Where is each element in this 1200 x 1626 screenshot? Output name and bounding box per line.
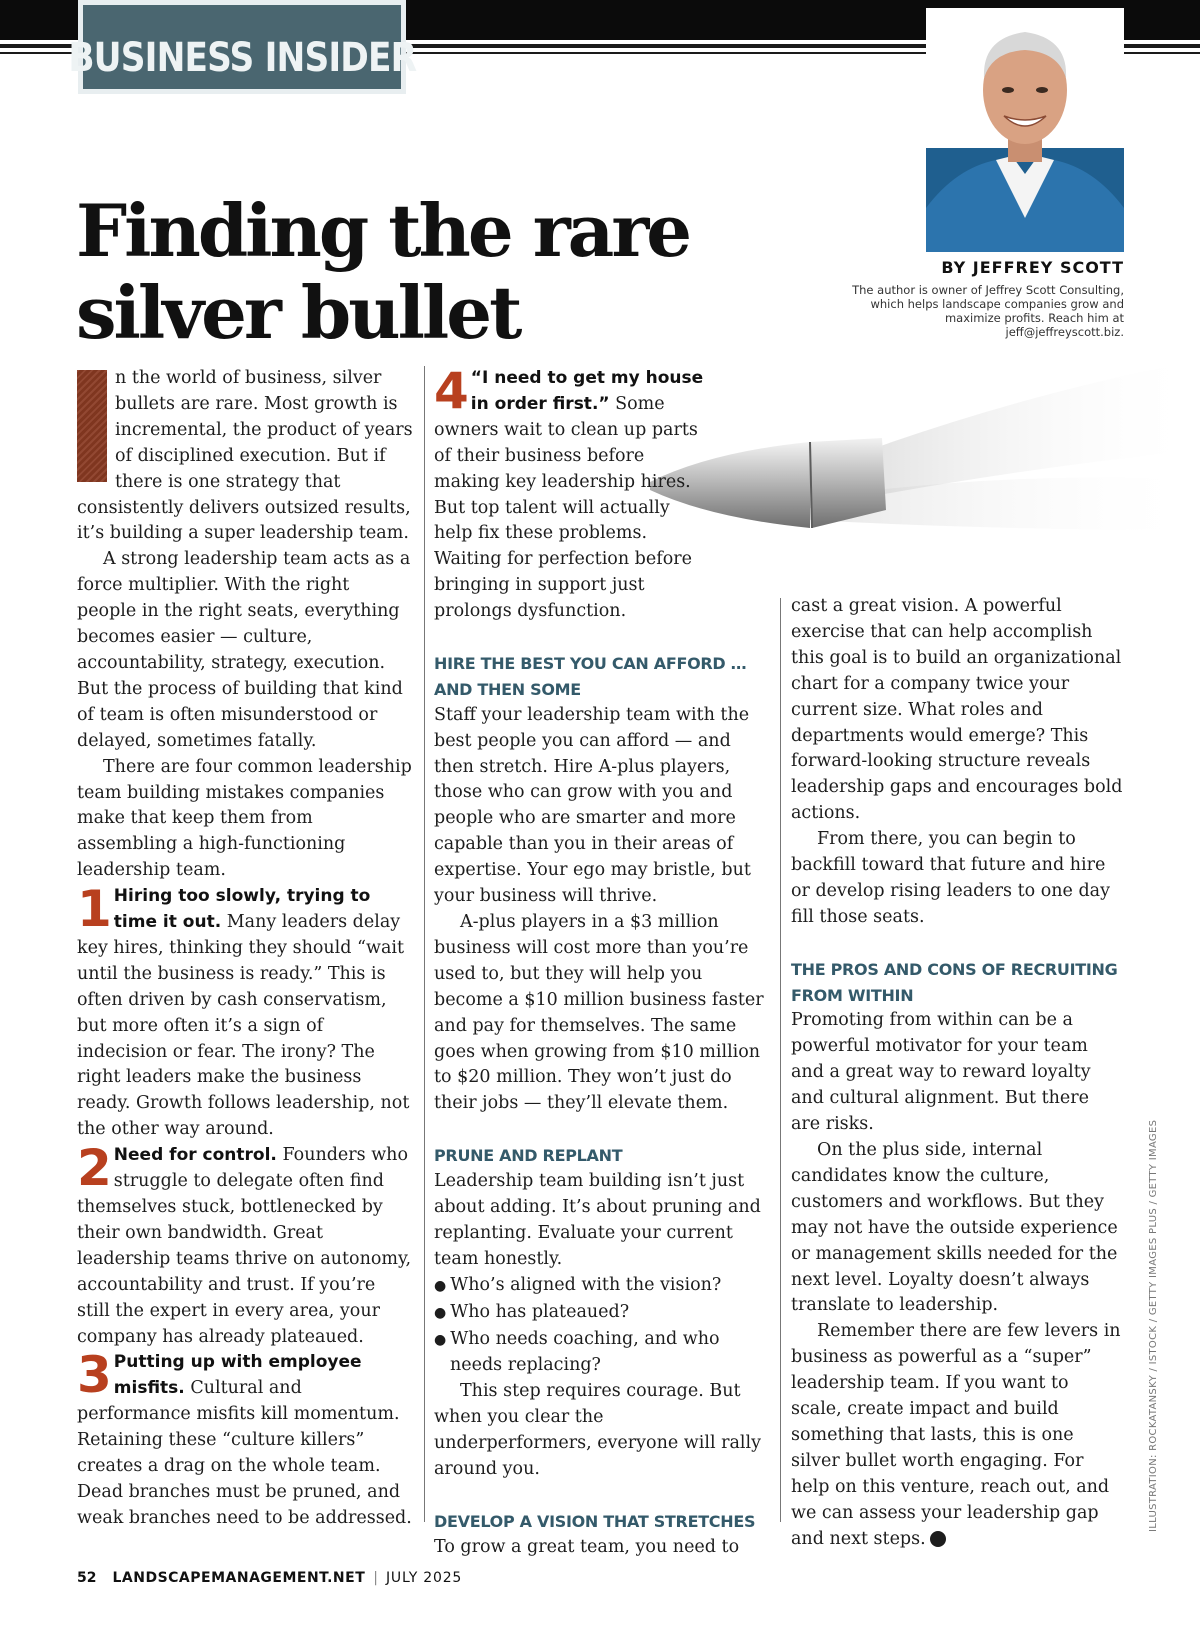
mistake-number: 4 bbox=[434, 362, 467, 420]
headline: Finding the rare silver bullet bbox=[76, 188, 690, 355]
mistake-lead: Hiring too slowly, trying to time it out. bbox=[113, 886, 371, 933]
illustration-credit: ILLUSTRATION: ROCKATANSKY / ISTOCK / GETTY IMAGES PLUS / GETTY IMAGES bbox=[1148, 1119, 1159, 1532]
section-flag bbox=[68, 0, 416, 94]
header-rule bbox=[406, 52, 926, 54]
body-paragraph: Staff your leadership team with the best people you can afford — and then stretch. Hire A-plus players, those who can grow with you and people who are smarter and more capable than you in their areas of expertise. Your ego may bristle, but your business will thrive. bbox=[434, 704, 751, 907]
issue-date: JULY 2025 bbox=[385, 1570, 463, 1586]
mistake-item: 4 “I need to get my house in order first.” Some owners wait to clean up parts of their business before making key leadership hires. But top talent will actually help fix these problems. Waiting for perfection before bringing in support just prolongs dysfunction. bbox=[434, 362, 704, 622]
body-paragraph: A-plus players in a $3 million business will cost more than you’re used to, but they will help you become a $10 million business faster and pay for themselves. The same goes when growing from $10 million to $20 million. They won’t just do their jobs — they’ll elevate them. bbox=[434, 912, 764, 1114]
mistake-lead: “I need to get my house in order first.” bbox=[470, 368, 704, 414]
author-portrait bbox=[926, 8, 1124, 252]
footer-separator: | bbox=[373, 1570, 378, 1586]
author-bio: The author is owner of Jeffrey Scott Consulting, which helps landscape companies grow and maximize profits. Reach him at jeff@jeffreyscott.biz. bbox=[852, 283, 1124, 339]
checklist-item: ● Who needs coaching, and who needs replacing? bbox=[434, 1327, 764, 1380]
mistake-lead: Putting up with employee misfits. bbox=[113, 1352, 362, 1399]
body-paragraph: This step requires courage. But when you clear the underperformers, everyone will rally around you. bbox=[434, 1381, 761, 1480]
page-footer bbox=[77, 1570, 462, 1586]
section-heading: THE PROS AND CONS OF RECRUITING FROM WITHIN bbox=[791, 959, 1118, 1005]
end-mark-icon: LM bbox=[930, 1531, 946, 1547]
checklist-item: ● Who’s aligned with the vision? bbox=[434, 1273, 764, 1300]
checklist bbox=[434, 1273, 764, 1380]
mistake-item: 1 Hiring too slowly, trying to time it out. Many leaders delay key hires, thinking they should “wait until the business is ready.” This is often driven by cash conservatism, but more often it’s a sign of indecision or fear. The irony? The right leaders make the business ready. Growth follows leadership, not the other way around. bbox=[77, 880, 410, 1140]
checklist-item: ● Who has plateaued? bbox=[434, 1300, 764, 1327]
header-rule bbox=[1124, 52, 1200, 54]
column-2 bbox=[434, 362, 764, 1561]
body-paragraph: Remember there are few levers in business as powerful as a “super” leadership team. If you want to scale, create impact and build something that lasts, this is one silver bullet worth engaging. For help on this venture, reach out, and we can assess your leadership gap and next steps. LM bbox=[791, 1321, 1121, 1549]
body-paragraph: To grow a great team, you need to bbox=[434, 1536, 740, 1557]
section-title: BUSINESS INSIDER bbox=[68, 35, 416, 81]
mistake-item: 2 Need for control. Founders who struggle to delegate often find themselves stuck, bottlenecked by their own bandwidth. Great leadership teams thrive on autonomy, accountability and trust. If you’re still the expert in every area, your company has already plateaued. bbox=[77, 1139, 412, 1347]
column-3 bbox=[791, 594, 1123, 1553]
site-name: LANDSCAPEMANAGEMENT.NET bbox=[112, 1570, 366, 1586]
body-paragraph: There are four common leadership team building mistakes companies make that keep them from assembling a high-functioning leadership team. bbox=[77, 756, 412, 881]
page-number: 52 bbox=[77, 1570, 97, 1586]
author-byline: BY JEFFREY SCOTT bbox=[941, 258, 1124, 277]
section-heading: DEVELOP A VISION THAT STRETCHES bbox=[434, 1511, 756, 1531]
section-heading: PRUNE AND REPLANT bbox=[434, 1146, 623, 1166]
mistake-number: 1 bbox=[77, 880, 110, 939]
mistake-number: 2 bbox=[77, 1139, 110, 1198]
body-paragraph-continued: cast a great vision. A powerful exercise that can help accomplish this goal is to build an organizational chart for a company twice your current size. What roles and departments would emerge? This forward-looking structure reveals leadership gaps and encourages bold actions. bbox=[791, 596, 1123, 824]
body-paragraph: Promoting from within can be a powerful motivator for your team and a great way to reward loyalty and cultural alignment. But there are risks. bbox=[791, 1010, 1091, 1135]
mistake-number: 3 bbox=[77, 1346, 110, 1405]
body-paragraph: A strong leadership team acts as a force multiplier. With the right people in the right seats, everything becomes easier — culture, accountability, strategy, execution. But the process of building that kind of team is often misunderstood or delayed, sometimes fatally. bbox=[77, 549, 411, 751]
header-rule bbox=[0, 44, 78, 48]
body-paragraph: Leadership team building isn’t just about adding. It’s about pruning and replanting. Evaluate your current team honestly. bbox=[434, 1171, 761, 1269]
column-divider bbox=[780, 598, 781, 1522]
header-rule bbox=[406, 44, 926, 48]
mistake-item: 3 Putting up with employee misfits. Cultural and performance misfits kill momentum. Retaining these “culture killers” creates a drag on the whole team. Dead branches must be pruned, and weak branches need to be addressed. bbox=[77, 1346, 412, 1528]
column-1 bbox=[77, 366, 413, 1532]
section-heading: HIRE THE BEST YOU CAN AFFORD … AND THEN SOME bbox=[434, 653, 747, 699]
body-paragraph: On the plus side, internal candidates know the culture, customers and workflows. But they may not have the outside experience or management skills needed for the next level. Loyalty doesn’t always translate to leadership. bbox=[791, 1140, 1118, 1316]
header-rule bbox=[0, 52, 78, 54]
mistake-lead: Need for control. bbox=[113, 1145, 277, 1166]
drop-cap-letter bbox=[77, 370, 107, 482]
intro-paragraph: n the world of business, silver bullets are rare. Most growth is incremental, the product of years of disciplined execution. But if there is one strategy that consistently delivers outsized results, it’s building a super leadership team. bbox=[77, 368, 413, 544]
body-paragraph: From there, you can begin to backfill toward that future and hire or develop rising leaders to one day fill those seats. bbox=[791, 829, 1110, 927]
column-divider bbox=[424, 366, 425, 1522]
header-rule bbox=[1124, 44, 1200, 48]
